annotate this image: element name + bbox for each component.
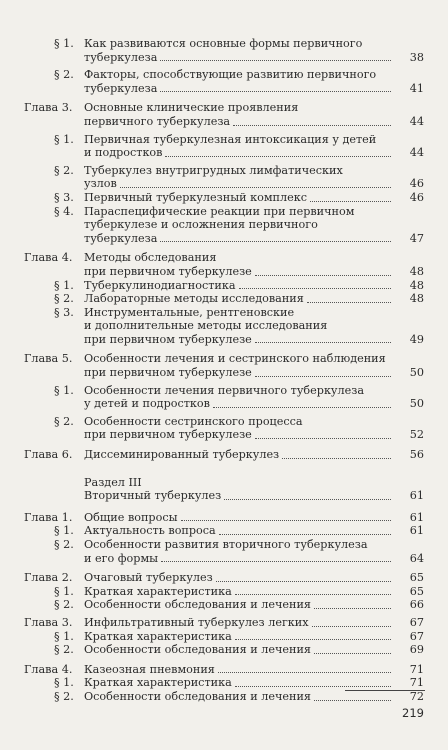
entry-title-line: Казеозная пневмония <box>84 662 215 676</box>
page-ref: 61 <box>409 524 424 538</box>
paragraph-number: § 1. <box>54 524 74 538</box>
page-ref: 50 <box>409 397 424 411</box>
leader-dots <box>314 700 391 701</box>
leader-dots <box>235 594 391 595</box>
page-ref: 48 <box>409 278 424 292</box>
entry-title-line: Краткая характеристика <box>84 584 232 598</box>
entry-title-line: Инфильтративный туберкулез легких <box>84 615 309 629</box>
toc-entry <box>0 205 448 246</box>
paragraph-number: § 1. <box>54 584 74 598</box>
leader-dots <box>120 187 391 188</box>
paragraph-number: § 2. <box>54 68 74 82</box>
entry-title-line: и его формы <box>84 551 159 565</box>
page-ref: 52 <box>409 428 424 442</box>
entry-title-line: Особенности обследования и лечения <box>84 643 311 657</box>
leader-dots <box>219 534 391 535</box>
toc-entry <box>0 524 448 538</box>
toc-entry <box>0 585 448 599</box>
page-ref: 66 <box>409 598 424 612</box>
toc-entry <box>0 616 448 630</box>
chapter-number: Глава 6. <box>24 448 73 462</box>
page-ref: 67 <box>409 629 424 643</box>
leader-dots <box>312 626 391 627</box>
entry-title-line: и подростков <box>84 146 163 160</box>
entry-title-line: туберкулезе и осложнения первичного <box>84 218 318 232</box>
leader-dots <box>160 241 391 242</box>
leader-dots <box>310 201 391 202</box>
paragraph-number: § 4. <box>54 204 74 218</box>
paragraph-number: § 2. <box>54 163 74 177</box>
leader-dots <box>239 288 391 289</box>
page-ref: 69 <box>409 643 424 657</box>
entry-title-line: Вторичный туберкулез <box>84 489 222 503</box>
chapter-number: Глава 2. <box>24 571 73 585</box>
entry-title-line: Особенности лечения и сестринского наблюдения <box>84 352 386 366</box>
leader-dots <box>314 608 391 609</box>
page-ref: 71 <box>409 676 424 690</box>
entry-title-line: при первичном туберкулезе <box>84 332 252 346</box>
entry-title-line: Краткая характеристика <box>84 676 232 690</box>
leader-dots <box>160 91 391 92</box>
entry-title-line: Инструментальные, рентгеновские <box>84 305 295 319</box>
toc-entry <box>0 251 448 278</box>
leader-dots <box>160 60 391 61</box>
toc-entry <box>0 571 448 585</box>
entry-title-line: Очаговый туберкулез <box>84 571 213 585</box>
leader-dots <box>218 672 391 673</box>
toc-entry <box>0 598 448 612</box>
leader-dots <box>255 275 391 276</box>
toc-entry <box>0 352 448 379</box>
page-ref: 44 <box>409 146 424 160</box>
page-ref: 67 <box>409 615 424 629</box>
leader-dots <box>307 302 391 303</box>
page-ref: 41 <box>409 81 424 95</box>
entry-title-line: Факторы, способствующие развитию первичного <box>84 68 377 82</box>
paragraph-number: § 1. <box>54 132 74 146</box>
page-ref: 50 <box>409 366 424 380</box>
entry-title-line: Актуальность вопроса <box>84 524 216 538</box>
entry-title-line: Диссеминированный туберкулез <box>84 448 280 462</box>
toc-entry <box>0 68 448 95</box>
entry-title-line: Раздел III <box>84 475 142 489</box>
toc-entry <box>0 538 448 565</box>
toc-entry <box>0 384 448 411</box>
page-ref: 48 <box>409 264 424 278</box>
entry-title-line: первичного туберкулеза <box>84 114 231 128</box>
leader-dots <box>314 653 391 654</box>
paragraph-number: § 1. <box>54 37 74 50</box>
chapter-number: Глава 4. <box>24 251 73 265</box>
chapter-number: Глава 3. <box>24 101 73 115</box>
page-ref: 46 <box>409 190 424 204</box>
entry-title-line: при первичном туберкулезе <box>84 366 252 380</box>
toc-entry <box>0 306 448 347</box>
entry-title-line: Особенности обследования и лечения <box>84 689 311 703</box>
paragraph-number: § 2. <box>54 689 74 703</box>
page-ref: 48 <box>409 292 424 306</box>
entry-title-line: Особенности обследования и лечения <box>84 598 311 612</box>
toc-entry <box>0 101 448 128</box>
paragraph-number: § 1. <box>54 278 74 292</box>
leader-dots <box>165 156 391 157</box>
leader-dots <box>235 639 391 640</box>
leader-dots <box>255 376 391 377</box>
entry-title-line: туберкулеза <box>84 231 158 245</box>
toc-entry <box>0 133 448 160</box>
leader-dots <box>161 561 391 562</box>
page-ref: 47 <box>409 231 424 245</box>
footer-rule <box>345 690 425 691</box>
page-ref: 56 <box>409 448 424 462</box>
page-ref: 38 <box>409 50 424 64</box>
leader-dots <box>181 520 392 521</box>
toc-entry <box>0 37 448 64</box>
entry-title-line: туберкулеза <box>84 81 158 95</box>
toc-section-heading <box>0 476 448 503</box>
entry-title-line: Параспецифические реакции при первичном <box>84 204 355 218</box>
chapter-number: Глава 3. <box>24 615 73 629</box>
entry-title-line: Первичная туберкулезная интоксикация у детей <box>84 132 377 146</box>
leader-dots <box>216 581 391 582</box>
toc-entry <box>0 164 448 191</box>
entry-title-line: Особенности развития вторичного туберкулеза <box>84 538 368 551</box>
chapter-number: Глава 5. <box>24 352 73 366</box>
toc-entry <box>0 279 448 293</box>
paragraph-number: § 2. <box>54 598 74 612</box>
entry-title-line: Первичный туберкулезный комплекс <box>84 190 308 204</box>
table-of-contents <box>0 37 448 704</box>
entry-title-line: при первичном туберкулезе <box>84 264 252 278</box>
entry-title-line: узлов <box>84 177 117 191</box>
toc-entry <box>0 448 448 462</box>
leader-dots <box>224 499 391 500</box>
toc-entry <box>0 415 448 442</box>
entry-title-line: у детей и подростков <box>84 397 210 411</box>
entry-title-line: Краткая характеристика <box>84 629 232 643</box>
page-ref: 61 <box>409 510 424 524</box>
paragraph-number: § 3. <box>54 305 74 319</box>
page-ref: 72 <box>409 689 424 703</box>
leader-dots <box>282 458 391 459</box>
paragraph-number: § 3. <box>54 190 74 204</box>
page-ref: 64 <box>409 551 424 565</box>
leader-dots <box>235 686 391 687</box>
entry-title-line: Особенности сестринского процесса <box>84 414 303 428</box>
toc-entry <box>0 643 448 657</box>
page-ref: 61 <box>409 489 424 503</box>
leader-dots <box>255 438 391 439</box>
page-ref: 65 <box>409 584 424 598</box>
leader-dots <box>233 125 391 126</box>
entry-title-line: Общие вопросы <box>84 510 178 524</box>
toc-entry <box>0 292 448 306</box>
entry-title-line: и дополнительные методы исследования <box>84 319 328 333</box>
paragraph-number: § 2. <box>54 538 74 551</box>
chapter-number: Глава 4. <box>24 662 73 676</box>
chapter-number: Глава 1. <box>24 510 73 524</box>
page-ref: 65 <box>409 571 424 585</box>
leader-dots <box>255 342 391 343</box>
paragraph-number: § 2. <box>54 292 74 306</box>
paragraph-number: § 1. <box>54 383 74 397</box>
toc-entry <box>0 676 448 690</box>
paragraph-number: § 2. <box>54 643 74 657</box>
entry-title-line: Лабораторные методы исследования <box>84 292 304 306</box>
page-ref: 71 <box>409 662 424 676</box>
leader-dots <box>213 407 391 408</box>
entry-title-line: Основные клинические проявления <box>84 101 299 115</box>
entry-title-line: Особенности лечения первичного туберкулеза <box>84 383 365 397</box>
entry-title-line: Методы обследования <box>84 251 217 265</box>
entry-title-line: Туберкулез внутригрудных лимфатических <box>84 163 343 177</box>
entry-title-line: при первичном туберкулезе <box>84 428 252 442</box>
paragraph-number: § 1. <box>54 676 74 690</box>
toc-entry <box>0 663 448 677</box>
toc-entry <box>0 630 448 644</box>
paragraph-number: § 2. <box>54 414 74 428</box>
toc-entry <box>0 191 448 205</box>
page-ref: 46 <box>409 177 424 191</box>
page-number: 219 <box>402 706 424 720</box>
paragraph-number: § 1. <box>54 629 74 643</box>
toc-entry <box>0 690 448 704</box>
entry-title-line: Как развиваются основные формы первичного <box>84 37 363 50</box>
entry-title-line: туберкулеза <box>84 50 158 64</box>
toc-entry <box>0 511 448 525</box>
entry-title-line: Туберкулинодиагностика <box>84 278 236 292</box>
page-ref: 44 <box>409 114 424 128</box>
page-ref: 49 <box>409 332 424 346</box>
